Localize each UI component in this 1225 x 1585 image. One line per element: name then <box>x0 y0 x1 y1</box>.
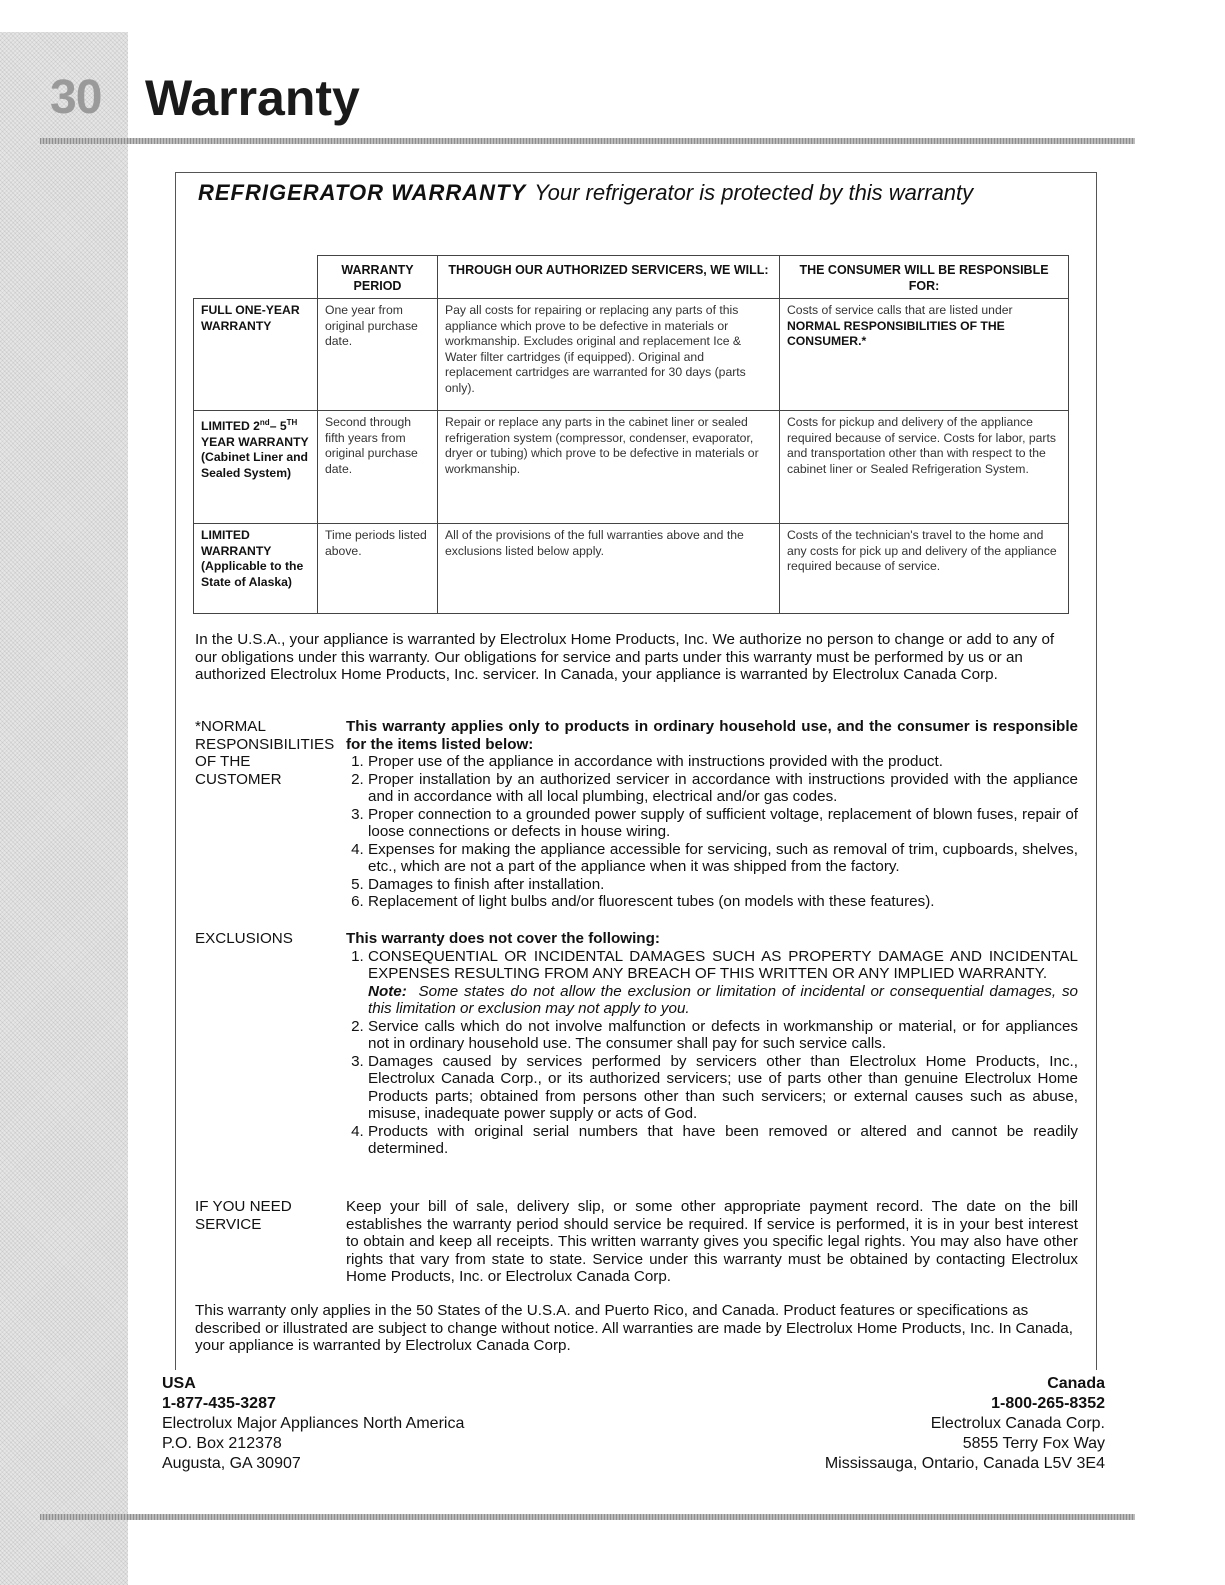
contact-country: Canada <box>1047 1375 1105 1392</box>
ordinal-suffix: TH <box>286 418 298 427</box>
consumer-responsible-cell: Costs for pickup and delivery of the appliance required because of service. Costs for labor, parts and transportation other than with respect to the cabinet liner or Sealed Refrigeration System. <box>780 411 1069 524</box>
exclusion-note <box>368 983 1078 1018</box>
warranty-period-cell: One year from original purchase date. <box>318 299 438 411</box>
warranty-type-text: LIMITED 2 <box>201 419 260 434</box>
service-body <box>346 1198 1078 1286</box>
footer-rule <box>40 1514 1135 1520</box>
service-text: Keep your bill of sale, delivery slip, or some other appropriate payment record. The date on the bill establishes the warranty period should service be required. If service is performed, it is in your best interest to obtain and keep all receipts. This written warranty gives you specific legal rights. You may also have other rights that vary from state to state. Service under this warranty must be obtained by contacting Electrolux Home Products, Inc. or Electrolux Canada Corp. <box>346 1198 1078 1285</box>
list-item: 3. Proper connection to a grounded power supply of sufficient voltage, replacement of blown fuses, repair of loose connections or defects in house wiring. <box>368 806 1078 841</box>
warranty-type-text: – 5 <box>269 419 287 434</box>
exclusions-lead: This warranty does not cover the following: <box>346 930 660 947</box>
list-item: 2. Proper installation by an authorized servicer in accordance with instructions provided with the appliance and in accordance with all local plumbing, electrical and/or gas codes. <box>368 771 1078 806</box>
closing-paragraph: This warranty only applies in the 50 States of the U.S.A. and Puerto Rico, and Canada. Product features or specifications as described or illustrated are subject to change without notice. All warranties are made by Electrolux Home Products, Inc. In Canada, your appliance is warranted by Electrolux Canada Corp. <box>195 1302 1073 1354</box>
exclusions-label: EXCLUSIONS <box>195 930 293 947</box>
warranty-type-cell <box>194 411 318 524</box>
table-header-blank <box>194 256 318 299</box>
consumer-responsible-cell: Costs of the technician's travel to the home and any costs for pick up and delivery of the appliance required because of service. <box>780 524 1069 614</box>
consumer-responsible-cell <box>780 299 1069 411</box>
service-label: IF YOU NEED SERVICE <box>195 1198 292 1233</box>
warranty-table <box>193 255 1069 614</box>
warranty-box-title <box>198 178 973 208</box>
warranty-type-cell: LIMITED WARRANTY (Applicable to the State of Alaska) <box>194 524 318 614</box>
list-item: 1. Proper use of the appliance in accordance with instructions provided with the product. <box>368 753 1078 771</box>
list-item: 6. Replacement of light bulbs and/or fluorescent tubes (on models with these features). <box>368 893 1078 911</box>
normal-responsibilities-lead: This warranty applies only to products in ordinary household use, and the consumer is responsible for the items listed below: <box>346 718 1078 753</box>
warranty-period-cell: Second through fifth years from original purchase date. <box>318 411 438 524</box>
decorative-side-strip <box>0 32 128 1585</box>
normal-responsibilities-body <box>346 718 1078 911</box>
contact-company: Electrolux Major Appliances North America <box>162 1415 465 1432</box>
exclusions-list <box>346 948 1078 1158</box>
warranty-type-cell: FULL ONE-YEAR WARRANTY <box>194 299 318 411</box>
page-heading: Warranty <box>145 70 360 126</box>
exclusion-text: CONSEQUENTIAL OR INCIDENTAL DAMAGES SUCH AS PROPERTY DAMAGE AND INCIDENTAL EXPENSES RESULTING FROM ANY BREACH OF THIS WRITTEN OR ANY IMPLIED WARRANTY. <box>368 947 1078 982</box>
consumer-text-bold: NORMAL RESPONSIBILITIES OF THE CONSUMER.* <box>787 318 1005 348</box>
normal-responsibilities-list <box>346 753 1078 911</box>
warranty-period-cell: Time periods listed above. <box>318 524 438 614</box>
warranty-type-text: YEAR WARRANTY (Cabinet Liner and Sealed System) <box>201 434 309 480</box>
list-item <box>368 948 1078 1018</box>
table-row <box>194 299 1069 411</box>
warranty-title-bold: REFRIGERATOR WARRANTY <box>198 180 527 205</box>
consumer-text: Costs of service calls that are listed under <box>787 303 1013 317</box>
list-item: 2. Service calls which do not involve malfunction or defects in workmanship or material, or for appliances not in ordinary household use. The consumer shall pay for such service calls. <box>368 1018 1078 1053</box>
normal-responsibilities-label: *NORMAL RESPONSIBILITIES OF THE CUSTOMER <box>195 718 335 788</box>
servicer-will-cell: Repair or replace any parts in the cabinet liner or sealed refrigeration system (compressor, condenser, evaporator, dryer or tubing) which prove to be defective in materials or workmanship. <box>438 411 780 524</box>
warranty-title-subtitle: Your refrigerator is protected by this warranty <box>534 180 974 205</box>
table-header-period: WARRANTY PERIOD <box>318 256 438 299</box>
intro-paragraph: In the U.S.A., your appliance is warranted by Electrolux Home Products, Inc. We authorize no person to change or add to any of our obligations under this warranty. Our obligations for service and parts under this warranty must be performed by us or an authorized Electrolux Home Products, Inc. servicer. In Canada, your appliance is warranted by Electrolux Canada Corp. <box>195 631 1055 683</box>
table-header-row <box>194 256 1069 299</box>
contact-address-line: Augusta, GA 30907 <box>162 1455 301 1472</box>
table-header-we-will: THROUGH OUR AUTHORIZED SERVICERS, WE WILL: <box>438 256 780 299</box>
contact-usa <box>162 1374 464 1474</box>
list-item: 5. Damages to finish after installation. <box>368 876 1078 894</box>
contact-phone: 1-877-435-3287 <box>162 1395 276 1412</box>
page-number: 30 <box>50 71 102 124</box>
contact-country: USA <box>162 1375 196 1392</box>
contact-phone: 1-800-265-8352 <box>991 1395 1105 1412</box>
contact-address-line: 5855 Terry Fox Way <box>962 1435 1105 1452</box>
list-item: 3. Damages caused by services performed by servicers other than Electrolux Home Products, Inc., Electrolux Canada Corp., or its authorized servicers; use of parts other than genuine Electrolux Home Products parts; obtained from persons other than such servicers; or external causes such as abuse, misuse, inadequate power supply or acts of God. <box>368 1053 1078 1123</box>
servicer-will-cell: Pay all costs for repairing or replacing any parts of this appliance which prove to be defective in materials or workmanship. Excludes original and replacement Ice & Water filter cartridges (if equipped). Original and replacement cartridges are warranted for 30 days (parts only). <box>438 299 780 411</box>
contact-address-line: P.O. Box 212378 <box>162 1435 282 1452</box>
table-header-consumer: THE CONSUMER WILL BE RESPONSIBLE FOR: <box>780 256 1069 299</box>
ordinal-suffix: nd <box>259 418 270 427</box>
list-item: 4. Products with original serial numbers that have been removed or altered and cannot be readily determined. <box>368 1123 1078 1158</box>
note-label: Note: <box>368 982 407 1000</box>
contact-company: Electrolux Canada Corp. <box>930 1415 1105 1432</box>
servicer-will-cell: All of the provisions of the full warranties above and the exclusions listed below apply. <box>438 524 780 614</box>
list-item: 4. Expenses for making the appliance accessible for servicing, such as removal of trim, cupboards, shelves, etc., which are not a part of the appliance when it was shipped from the factory. <box>368 841 1078 876</box>
note-text: Some states do not allow the exclusion or limitation of incidental or consequential damages, so this limitation or exclusion may not apply to you. <box>368 982 1078 1017</box>
table-row <box>194 411 1069 524</box>
contact-canada <box>825 1374 1105 1474</box>
table-row <box>194 524 1069 614</box>
header-rule <box>40 138 1135 144</box>
exclusions-body <box>346 930 1078 1158</box>
contact-address-line: Mississauga, Ontario, Canada L5V 3E4 <box>824 1455 1105 1472</box>
